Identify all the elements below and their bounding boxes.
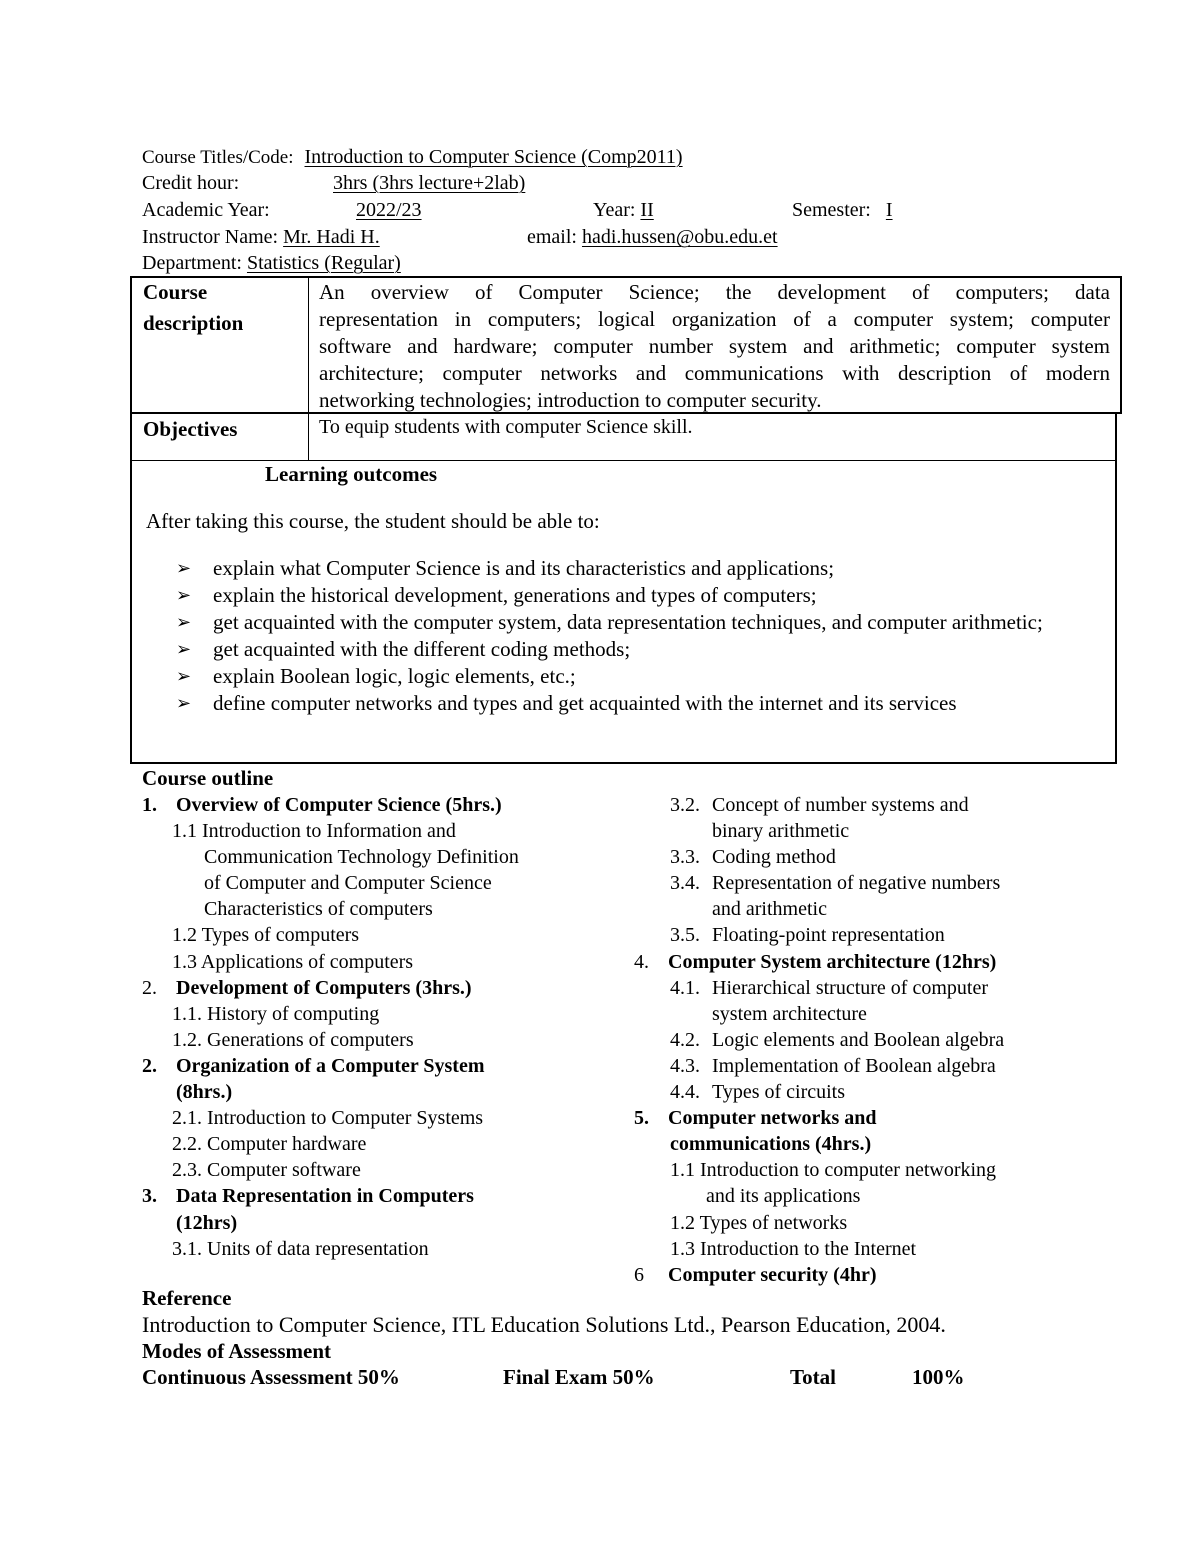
academic-year-value: 2022/23: [356, 199, 422, 221]
outline-item-text: 2.1. Introduction to Computer Systems: [172, 1107, 484, 1130]
outline-item: [634, 896, 1004, 922]
outline-item: [142, 792, 519, 818]
outline-item-text: Computer networks and: [668, 1107, 877, 1130]
outline-item-text: Computer System architecture (12hrs): [668, 950, 997, 973]
outline-item: [142, 949, 519, 975]
outline-item-text: Overview of Computer Science (5hrs.): [176, 794, 502, 816]
outline-item-number: 1.: [142, 794, 157, 816]
outline-item: [634, 792, 1004, 818]
outline-item-text: Implementation of Boolean algebra: [712, 1054, 996, 1077]
outline-item-text: Characteristics of computers: [204, 898, 433, 921]
outline-item: [634, 1236, 1004, 1262]
semester-label: Semester:: [792, 199, 871, 221]
outline-item-number: 5.: [634, 1107, 649, 1130]
department-label: Department:: [142, 252, 242, 274]
outline-item-text: Hierarchical structure of computer: [712, 976, 988, 999]
total-value: 100%: [912, 1365, 965, 1389]
list-item: ➢ get acquainted with the computer system, data representation techniques, and computer arithmetic;: [176, 610, 1043, 634]
outline-item-text: 2.3. Computer software: [172, 1159, 361, 1182]
outline-item: [142, 1236, 519, 1262]
arrow-bullet-icon: ➢: [176, 612, 192, 633]
list-item: ➢ get acquainted with the different coding methods;: [176, 637, 631, 661]
outline-item: [142, 1210, 519, 1236]
outline-item: [142, 922, 519, 948]
outline-item-text: Types of circuits: [712, 1081, 846, 1104]
course-title-value: Introduction to Computer Science (Comp2011): [304, 146, 683, 168]
outline-item-number: 6: [634, 1263, 644, 1286]
arrow-bullet-icon: ➢: [176, 558, 192, 579]
objectives-text: To equip students with computer Science skill.: [319, 416, 693, 438]
credit-hour-label: Credit hour:: [142, 172, 240, 194]
outline-item-text: 3.1. Units of data representation: [172, 1237, 429, 1260]
outline-item-number: 3.: [142, 1185, 157, 1208]
outline-item-text: (8hrs.): [176, 1081, 233, 1104]
outline-item-text: system architecture: [712, 1002, 867, 1025]
arrow-bullet-icon: ➢: [176, 639, 192, 660]
credit-hour-row: [142, 170, 239, 196]
reference-text: Introduction to Computer Science, ITL Education Solutions Ltd., Pearson Education, 2004.: [142, 1312, 946, 1337]
credit-hour-value: 3hrs (3hrs lecture+2lab): [333, 172, 526, 194]
outline-item: [142, 975, 519, 1001]
learning-outcomes-list: [176, 555, 1106, 717]
email-label: email:: [527, 226, 577, 248]
assessment-title: Modes of Assessment: [142, 1339, 331, 1363]
learning-outcomes-intro: After taking this course, the student should be able to:: [146, 509, 600, 533]
outline-item: [634, 949, 1004, 975]
outline-item-text: Concept of number systems and: [712, 794, 969, 816]
outline-item: [142, 1053, 519, 1079]
outline-item-text: Floating-point representation: [712, 924, 945, 947]
continuous-assessment: Continuous Assessment 50%: [142, 1365, 400, 1389]
department-row: [142, 250, 401, 276]
outline-item-number: 2.: [142, 976, 157, 999]
email-row: [527, 224, 778, 250]
outline-item: [634, 1131, 1004, 1157]
year-label: Year:: [593, 199, 636, 221]
outline-item: [142, 1131, 519, 1157]
outline-item: [634, 922, 1004, 948]
outline-item: [634, 1027, 1004, 1053]
outline-item: [634, 1210, 1004, 1236]
outline-item-text: Communication Technology Definition: [204, 846, 519, 869]
outline-item: [634, 1157, 1004, 1183]
outline-item: [634, 844, 1004, 870]
instructor-value: Mr. Hadi H.: [283, 226, 380, 248]
outline-item: [634, 870, 1004, 896]
arrow-bullet-icon: ➢: [176, 693, 192, 714]
outline-item-text: 1.1 Introduction to computer networking: [670, 1159, 997, 1182]
outline-item-text: binary arithmetic: [712, 820, 850, 843]
instructor-row: [142, 224, 380, 250]
course-outline-right-column: [634, 792, 1004, 1288]
list-item: ➢ define computer networks and types and get acquainted with the internet and its services: [176, 691, 957, 715]
outline-item: [634, 975, 1004, 1001]
outline-item-number: 4.1.: [670, 976, 700, 999]
outline-item-text: 2.2. Computer hardware: [172, 1133, 367, 1156]
outline-item: [634, 1105, 1004, 1131]
outline-item: [142, 844, 519, 870]
outline-item-text: 1.3 Introduction to the Internet: [670, 1237, 917, 1260]
outline-item-text: 1.2 Types of networks: [670, 1211, 848, 1234]
outline-item: [142, 896, 519, 922]
outline-item: [142, 1183, 519, 1209]
course-description-text: An overview of Computer Science; the development of computers; data representation in computers; logical organization of a computer system; computer software and hardware; computer number system and arithmetic; computer system architecture; computer networks and communications with description of modern networking technologies; introduction to computer security.: [319, 280, 1110, 412]
list-item: ➢ explain what Computer Science is and its characteristics and applications;: [176, 556, 835, 580]
course-outline-title: Course outline: [142, 766, 274, 790]
outline-item: [142, 1079, 519, 1105]
outline-item-text: 1.2 Types of computers: [172, 924, 360, 947]
outline-item: [142, 818, 519, 844]
outline-item-text: Representation of negative numbers: [712, 872, 1001, 895]
outline-item: [142, 1027, 519, 1053]
outline-item-text: 1.3 Applications of computers: [172, 950, 414, 973]
course-description-label: Course description: [143, 280, 244, 335]
course-outline-left-column: [142, 792, 519, 1262]
outline-item-number: 4.2.: [670, 1028, 700, 1051]
academic-year-label: Academic Year:: [142, 199, 270, 221]
objectives-divider: [131, 460, 1116, 461]
outline-item: [142, 1105, 519, 1131]
course-title-row: [142, 144, 683, 171]
outline-item-text: 1.1. History of computing: [172, 1002, 380, 1025]
outline-item: [142, 870, 519, 896]
outline-item-number: 2.: [142, 1054, 157, 1077]
outline-item-number: 3.2.: [670, 794, 700, 816]
outline-item-text: (12hrs): [176, 1211, 238, 1234]
semester-row: [792, 197, 899, 223]
department-value: Statistics (Regular): [246, 252, 401, 274]
list-item: ➢ explain the historical development, generations and types of computers;: [176, 583, 817, 607]
outline-item-text: Computer security (4hr): [668, 1263, 877, 1286]
outline-item-text: and its applications: [706, 1185, 861, 1208]
outline-item: [634, 1001, 1004, 1027]
outline-item: [634, 1183, 1004, 1209]
semester-value: I: [885, 199, 893, 221]
outline-item: [142, 1001, 519, 1027]
year-value: II: [640, 199, 654, 221]
outline-item-text: 1.1 Introduction to Information and: [172, 820, 456, 843]
outline-item-text: and arithmetic: [712, 898, 827, 921]
year-row: [593, 197, 654, 223]
outline-item: [634, 1079, 1004, 1105]
course-title-label: Course Titles/Code:: [142, 147, 294, 168]
outline-item-number: 3.5.: [670, 924, 700, 947]
outline-item-text: Coding method: [712, 846, 836, 869]
total-label: Total: [790, 1365, 836, 1389]
outline-item-text: Organization of a Computer System: [176, 1054, 485, 1077]
list-item: ➢ explain Boolean logic, logic elements, etc.;: [176, 664, 576, 688]
learning-outcomes-title: Learning outcomes: [265, 462, 438, 486]
final-exam: Final Exam 50%: [503, 1365, 655, 1389]
outline-item-number: 3.3.: [670, 846, 700, 869]
reference-title: Reference: [142, 1286, 232, 1310]
outline-item: [142, 1157, 519, 1183]
outline-item: [634, 1262, 1004, 1288]
outline-item: [634, 1053, 1004, 1079]
outline-item-text: 1.2. Generations of computers: [172, 1028, 414, 1051]
outline-item-text: communications (4hrs.): [670, 1133, 872, 1156]
outline-item-text: of Computer and Computer Science: [204, 872, 492, 895]
outline-item-text: Logic elements and Boolean algebra: [712, 1028, 1005, 1051]
outline-item-number: 3.4.: [670, 872, 700, 895]
email-value[interactable]: hadi.hussen@obu.edu.et: [581, 226, 778, 248]
outline-item-number: 4.4.: [670, 1081, 700, 1104]
outline-item-text: Data Representation in Computers: [176, 1185, 474, 1208]
arrow-bullet-icon: ➢: [176, 666, 192, 687]
outline-item-text: Development of Computers (3hrs.): [176, 976, 472, 999]
arrow-bullet-icon: ➢: [176, 585, 192, 606]
outline-item-number: 4.: [634, 950, 649, 973]
outline-item-number: 4.3.: [670, 1054, 700, 1077]
objectives-label: Objectives: [143, 417, 238, 441]
instructor-label: Instructor Name:: [142, 226, 279, 248]
outline-item: [634, 818, 1004, 844]
